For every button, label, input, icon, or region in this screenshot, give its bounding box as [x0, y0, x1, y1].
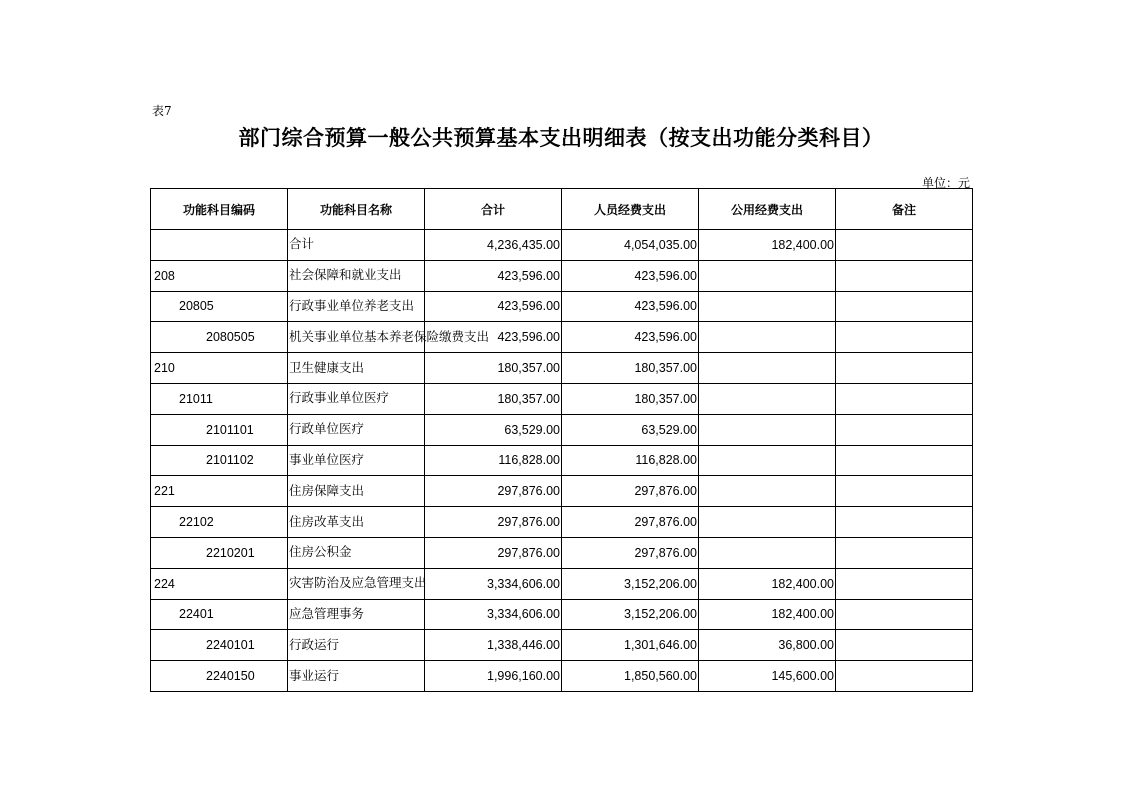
cell-name: 行政事业单位养老支出	[288, 291, 425, 322]
cell-public: 182,400.00	[699, 599, 836, 630]
cell-public: 182,400.00	[699, 568, 836, 599]
cell-personnel: 63,529.00	[562, 414, 699, 445]
cell-name: 事业单位医疗	[288, 445, 425, 476]
cell-total: 3,334,606.00	[425, 568, 562, 599]
cell-note	[836, 661, 973, 692]
header-personnel: 人员经费支出	[562, 189, 699, 230]
cell-personnel: 297,876.00	[562, 537, 699, 568]
cell-public	[699, 260, 836, 291]
cell-note	[836, 568, 973, 599]
cell-personnel: 1,301,646.00	[562, 630, 699, 661]
cell-personnel: 1,850,560.00	[562, 661, 699, 692]
table-row	[151, 599, 973, 630]
cell-note	[836, 230, 973, 261]
cell-code: 22102	[151, 507, 288, 538]
header-note: 备注	[836, 189, 973, 230]
cell-personnel: 297,876.00	[562, 507, 699, 538]
table-row	[151, 661, 973, 692]
cell-public	[699, 476, 836, 507]
cell-note	[836, 322, 973, 353]
table-row	[151, 507, 973, 538]
cell-personnel: 3,152,206.00	[562, 599, 699, 630]
cell-total: 116,828.00	[425, 445, 562, 476]
cell-total: 423,596.00	[425, 291, 562, 322]
cell-name: 合计	[288, 230, 425, 261]
cell-total: 297,876.00	[425, 507, 562, 538]
cell-personnel: 116,828.00	[562, 445, 699, 476]
cell-personnel: 423,596.00	[562, 260, 699, 291]
cell-public	[699, 383, 836, 414]
cell-note	[836, 476, 973, 507]
cell-public	[699, 537, 836, 568]
cell-code: 20805	[151, 291, 288, 322]
cell-name: 事业运行	[288, 661, 425, 692]
header-code: 功能科目编码	[151, 189, 288, 230]
table-row	[151, 322, 973, 353]
budget-table	[150, 188, 973, 692]
cell-note	[836, 383, 973, 414]
cell-name: 住房改革支出	[288, 507, 425, 538]
cell-total: 63,529.00	[425, 414, 562, 445]
cell-total: 4,236,435.00	[425, 230, 562, 261]
cell-code: 2210201	[151, 537, 288, 568]
cell-total: 423,596.00	[425, 260, 562, 291]
table-row	[151, 568, 973, 599]
cell-total: 1,338,446.00	[425, 630, 562, 661]
cell-personnel: 297,876.00	[562, 476, 699, 507]
cell-code: 2240101	[151, 630, 288, 661]
cell-public	[699, 445, 836, 476]
cell-total: 180,357.00	[425, 383, 562, 414]
cell-personnel: 180,357.00	[562, 383, 699, 414]
cell-code: 2101102	[151, 445, 288, 476]
cell-total: 297,876.00	[425, 476, 562, 507]
table-row	[151, 353, 973, 384]
cell-code: 22401	[151, 599, 288, 630]
table-row	[151, 383, 973, 414]
cell-personnel: 180,357.00	[562, 353, 699, 384]
table-body	[151, 230, 973, 692]
cell-public	[699, 353, 836, 384]
cell-code: 21011	[151, 383, 288, 414]
cell-total: 423,596.00	[425, 322, 562, 353]
cell-note	[836, 353, 973, 384]
cell-name: 机关事业单位基本养老保险缴费支出	[288, 322, 425, 353]
cell-total: 180,357.00	[425, 353, 562, 384]
cell-note	[836, 537, 973, 568]
cell-code: 208	[151, 260, 288, 291]
cell-name: 行政单位医疗	[288, 414, 425, 445]
table-row	[151, 414, 973, 445]
cell-public: 36,800.00	[699, 630, 836, 661]
cell-personnel: 423,596.00	[562, 322, 699, 353]
header-public: 公用经费支出	[699, 189, 836, 230]
table-row	[151, 260, 973, 291]
cell-public	[699, 414, 836, 445]
table-row	[151, 537, 973, 568]
unit-label: 单位：元	[921, 176, 970, 190]
cell-personnel: 423,596.00	[562, 291, 699, 322]
cell-name: 应急管理事务	[288, 599, 425, 630]
page-title: 部门综合预算一般公共预算基本支出明细表（按支出功能分类科目）	[238, 126, 884, 150]
cell-name: 住房公积金	[288, 537, 425, 568]
cell-name: 行政运行	[288, 630, 425, 661]
cell-personnel: 3,152,206.00	[562, 568, 699, 599]
header-row	[151, 189, 973, 230]
cell-public	[699, 291, 836, 322]
cell-code	[151, 230, 288, 261]
cell-code: 2080505	[151, 322, 288, 353]
cell-name: 行政事业单位医疗	[288, 383, 425, 414]
cell-code: 2101101	[151, 414, 288, 445]
cell-code: 2240150	[151, 661, 288, 692]
cell-personnel: 4,054,035.00	[562, 230, 699, 261]
cell-total: 297,876.00	[425, 537, 562, 568]
cell-note	[836, 599, 973, 630]
table-number: 表7	[152, 104, 172, 118]
table-row	[151, 476, 973, 507]
table-row	[151, 445, 973, 476]
cell-total: 3,334,606.00	[425, 599, 562, 630]
cell-public	[699, 507, 836, 538]
cell-code: 224	[151, 568, 288, 599]
cell-public: 182,400.00	[699, 230, 836, 261]
cell-name: 社会保障和就业支出	[288, 260, 425, 291]
header-name: 功能科目名称	[288, 189, 425, 230]
header-total: 合计	[425, 189, 562, 230]
cell-note	[836, 414, 973, 445]
cell-note	[836, 507, 973, 538]
cell-name: 卫生健康支出	[288, 353, 425, 384]
cell-note	[836, 445, 973, 476]
cell-name: 灾害防治及应急管理支出	[288, 568, 425, 599]
cell-total: 1,996,160.00	[425, 661, 562, 692]
cell-public: 145,600.00	[699, 661, 836, 692]
table-row	[151, 291, 973, 322]
cell-code: 221	[151, 476, 288, 507]
cell-public	[699, 322, 836, 353]
table-row	[151, 230, 973, 261]
cell-note	[836, 291, 973, 322]
table-row	[151, 630, 973, 661]
cell-name: 住房保障支出	[288, 476, 425, 507]
cell-note	[836, 260, 973, 291]
cell-code: 210	[151, 353, 288, 384]
cell-note	[836, 630, 973, 661]
